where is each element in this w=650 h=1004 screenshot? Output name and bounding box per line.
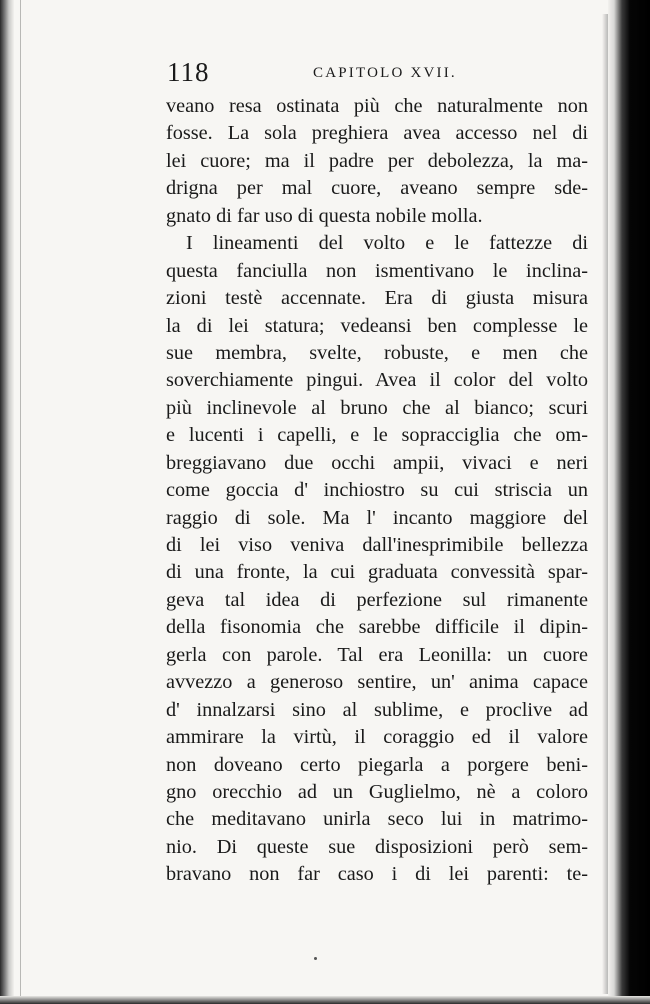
text-line: fosse. La sola preghiera avea accesso nel di	[166, 122, 588, 145]
text-line: soverchiamente pingui. Avea il color del volto	[166, 369, 588, 392]
text-line: la di lei statura; vedeansi ben complesse le	[166, 314, 588, 337]
bottom-page-edge	[0, 996, 650, 1004]
text-line: gno orecchio ad un Guglielmo, nè a coloro	[166, 780, 588, 803]
chapter-title: CAPITOLO XVII.	[313, 65, 457, 81]
text-line: geva tal idea di perfezione sul rimanente	[166, 588, 588, 611]
body-text	[166, 93, 588, 889]
left-margin-fold	[20, 0, 21, 1004]
text-line: bravano non far caso i di lei parenti: te-	[166, 863, 588, 886]
text-line: di lei viso veniva dall'inesprimibile bellezza	[166, 534, 588, 556]
text-line: ammirare la virtù, il coraggio ed il valore	[166, 726, 588, 749]
text-line: della fisonomia che sarebbe difficile il dipin-	[166, 616, 588, 639]
text-line: avvezzo a generoso sentire, un' anima capace	[166, 671, 588, 694]
text-line: più inclinevole al bruno che al bianco; scuri	[166, 396, 588, 419]
text-line: gerla con parole. Tal era Leonilla: un cuore	[166, 643, 588, 666]
paper-speck	[314, 957, 317, 960]
text-line: come goccia d' inchiostro su cui striscia un	[166, 479, 588, 502]
text-line: I lineamenti del volto e le fattezze di	[186, 232, 588, 255]
text-line: nio. Di queste sue disposizioni però sem-	[166, 835, 588, 858]
text-line: breggiavano due occhi ampii, vivaci e neri	[166, 451, 588, 474]
text-line: non doveano certo piegarla a porgere beni-	[166, 753, 588, 776]
page-number: 118	[167, 57, 210, 87]
left-page-edge	[0, 0, 14, 1004]
text-line: lei cuore; ma il padre per debolezza, la ma-	[166, 149, 588, 172]
text-line: gnato di far uso di questa nobile molla.	[166, 204, 483, 227]
right-page-edge	[608, 0, 650, 1004]
text-line: sue membra, svelte, robuste, e men che	[166, 341, 588, 364]
text-line: zioni testè accennate. Era di giusta misura	[166, 287, 588, 310]
text-line: di una fronte, la cui graduata convessità spar-	[166, 561, 588, 584]
text-line: raggio di sole. Ma l' incanto maggiore del	[166, 506, 588, 529]
text-line: questa fanciulla non ismentivano le inclina-	[166, 259, 588, 282]
text-line: veano resa ostinata più che naturalmente non	[166, 95, 588, 117]
text-line: e lucenti i capelli, e le sopracciglia che om-	[166, 424, 588, 447]
running-header	[167, 56, 587, 88]
text-line: d' innalzarsi sino al sublime, e proclive ad	[166, 698, 588, 721]
text-line: che meditavano unirla seco lui in matrimo-	[166, 808, 588, 831]
text-line: drigna per mal cuore, aveano sempre sde-	[166, 177, 588, 200]
